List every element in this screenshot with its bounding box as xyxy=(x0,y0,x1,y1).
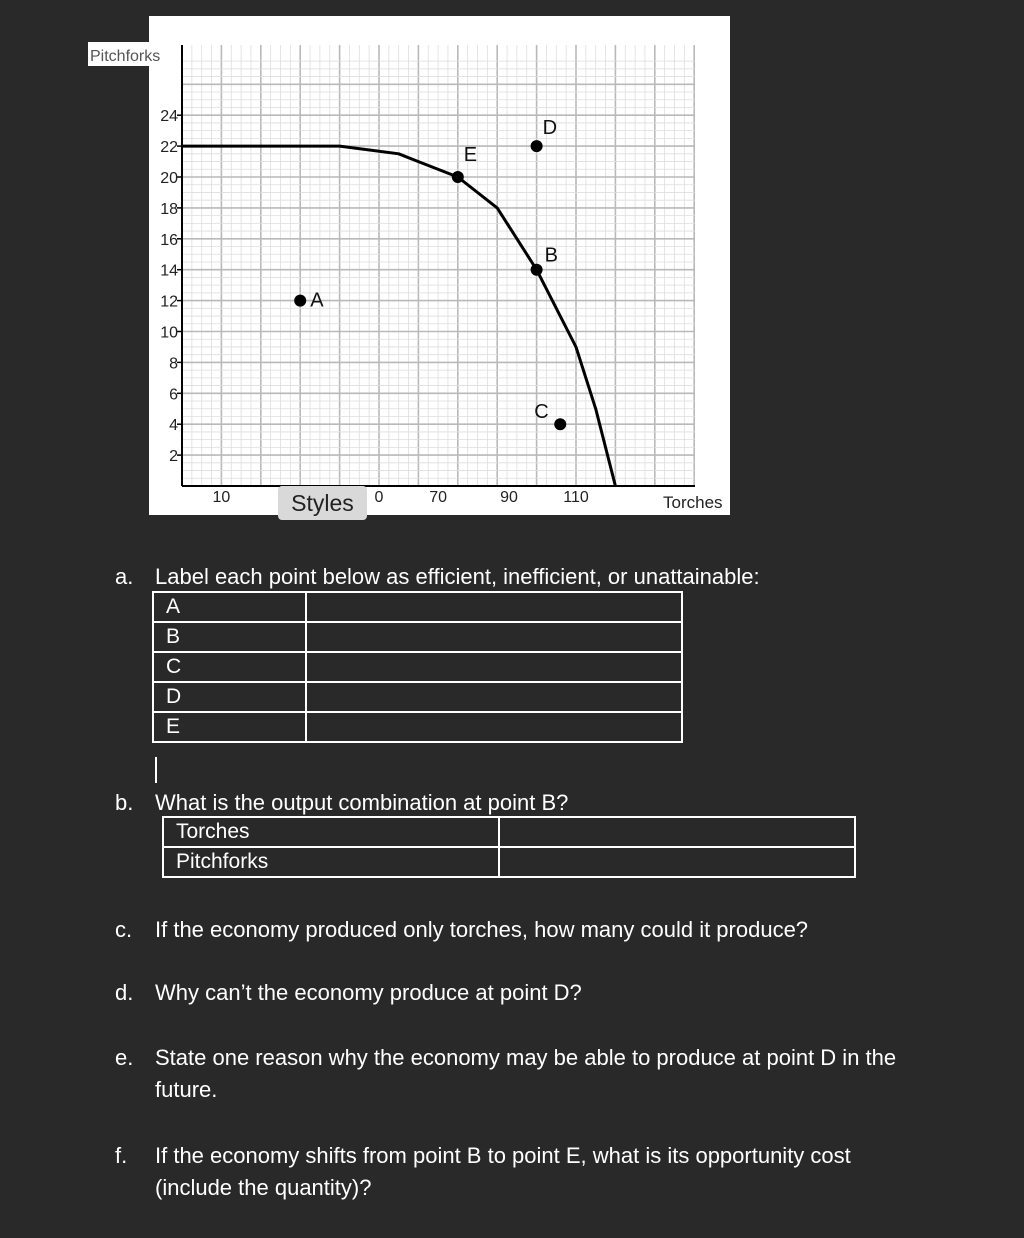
point-label-e: E xyxy=(463,144,478,166)
answer-cell-a[interactable] xyxy=(306,592,682,622)
y-tick-label: 22 xyxy=(160,139,178,157)
x-tick-label: 90 xyxy=(500,489,518,506)
y-tick-label: 14 xyxy=(160,262,178,280)
efficiency-table xyxy=(152,591,683,743)
point-b xyxy=(531,264,543,276)
table-row xyxy=(163,817,855,847)
ppf-chart xyxy=(0,0,1024,530)
table-row xyxy=(153,622,682,652)
x-tick-label: 10 xyxy=(212,489,231,506)
row-label: C xyxy=(153,652,306,682)
row-label: D xyxy=(153,682,306,712)
question-e-letter: e. xyxy=(115,1045,134,1070)
x-tick-label: 110 xyxy=(563,489,589,506)
question-b-text: What is the output combination at point B? xyxy=(155,790,569,815)
y-tick-label: 18 xyxy=(160,200,178,218)
question-e xyxy=(115,1042,995,1106)
point-d xyxy=(531,140,543,152)
styles-button[interactable]: Styles xyxy=(278,486,367,520)
table-row xyxy=(163,847,855,877)
row-label: E xyxy=(153,712,306,742)
point-c xyxy=(554,418,566,430)
answer-cell-torches[interactable] xyxy=(499,817,855,847)
row-label: A xyxy=(153,592,306,622)
question-d-letter: d. xyxy=(115,980,134,1005)
question-c-letter: c. xyxy=(115,917,133,942)
question-d-text: Why can’t the economy produce at point D? xyxy=(155,980,582,1005)
y-tick-label: 2 xyxy=(169,448,178,466)
y-tick-label: 12 xyxy=(160,293,178,311)
row-label: B xyxy=(153,622,306,652)
table-row xyxy=(153,682,682,712)
y-tick-label: 8 xyxy=(169,355,178,373)
answer-cell-b[interactable] xyxy=(306,622,682,652)
question-f-line1: If the economy shifts from point B to point E, what is its opportunity cost xyxy=(155,1143,851,1168)
point-a xyxy=(294,295,306,307)
y-tick-label: 16 xyxy=(160,231,178,249)
question-f-letter: f. xyxy=(115,1143,128,1168)
y-tick-label: 6 xyxy=(169,386,178,404)
question-e-line1: State one reason why the economy may be able to produce at point D in the xyxy=(155,1045,897,1070)
text-cursor xyxy=(155,757,157,783)
question-b-letter: b. xyxy=(115,790,134,815)
point-label-a: A xyxy=(310,289,324,312)
question-a-letter: a. xyxy=(115,564,134,589)
question-c-text: If the economy produced only torches, how many could it produce? xyxy=(155,917,809,942)
table-row xyxy=(153,652,682,682)
y-tick-label: 10 xyxy=(160,324,178,342)
question-d xyxy=(115,977,995,1008)
question-c xyxy=(115,914,995,945)
y-tick-label: 20 xyxy=(160,170,178,187)
question-a-text: Label each point below as efficient, inefficient, or unattainable: xyxy=(155,564,760,589)
question-a xyxy=(115,561,995,592)
row-label: Torches xyxy=(163,817,499,847)
point-e xyxy=(452,171,464,183)
y-tick-label: 4 xyxy=(169,417,178,435)
output-table xyxy=(162,816,856,878)
point-label-d: D xyxy=(542,117,558,140)
answer-cell-d[interactable] xyxy=(306,682,682,712)
row-label: Pitchforks xyxy=(163,847,499,877)
plot-panel xyxy=(149,16,730,515)
answer-cell-e[interactable] xyxy=(306,712,682,742)
question-e-line2: future. xyxy=(155,1077,218,1102)
table-row xyxy=(153,592,682,622)
x-tick-label: 70 xyxy=(429,489,447,506)
table-row xyxy=(153,712,682,742)
answer-cell-pitchforks[interactable] xyxy=(499,847,855,877)
y-tick-label: 24 xyxy=(160,108,178,126)
point-label-b: B xyxy=(544,244,558,267)
question-b xyxy=(115,787,995,818)
y-axis-label: Pitchforks xyxy=(90,48,161,65)
question-f-line2: (include the quantity)? xyxy=(155,1175,372,1200)
answer-cell-c[interactable] xyxy=(306,652,682,682)
x-axis-label: Torches xyxy=(663,493,723,512)
point-label-c: C xyxy=(534,401,549,424)
x-tick-label: 0 xyxy=(374,489,384,506)
question-f xyxy=(115,1140,995,1204)
